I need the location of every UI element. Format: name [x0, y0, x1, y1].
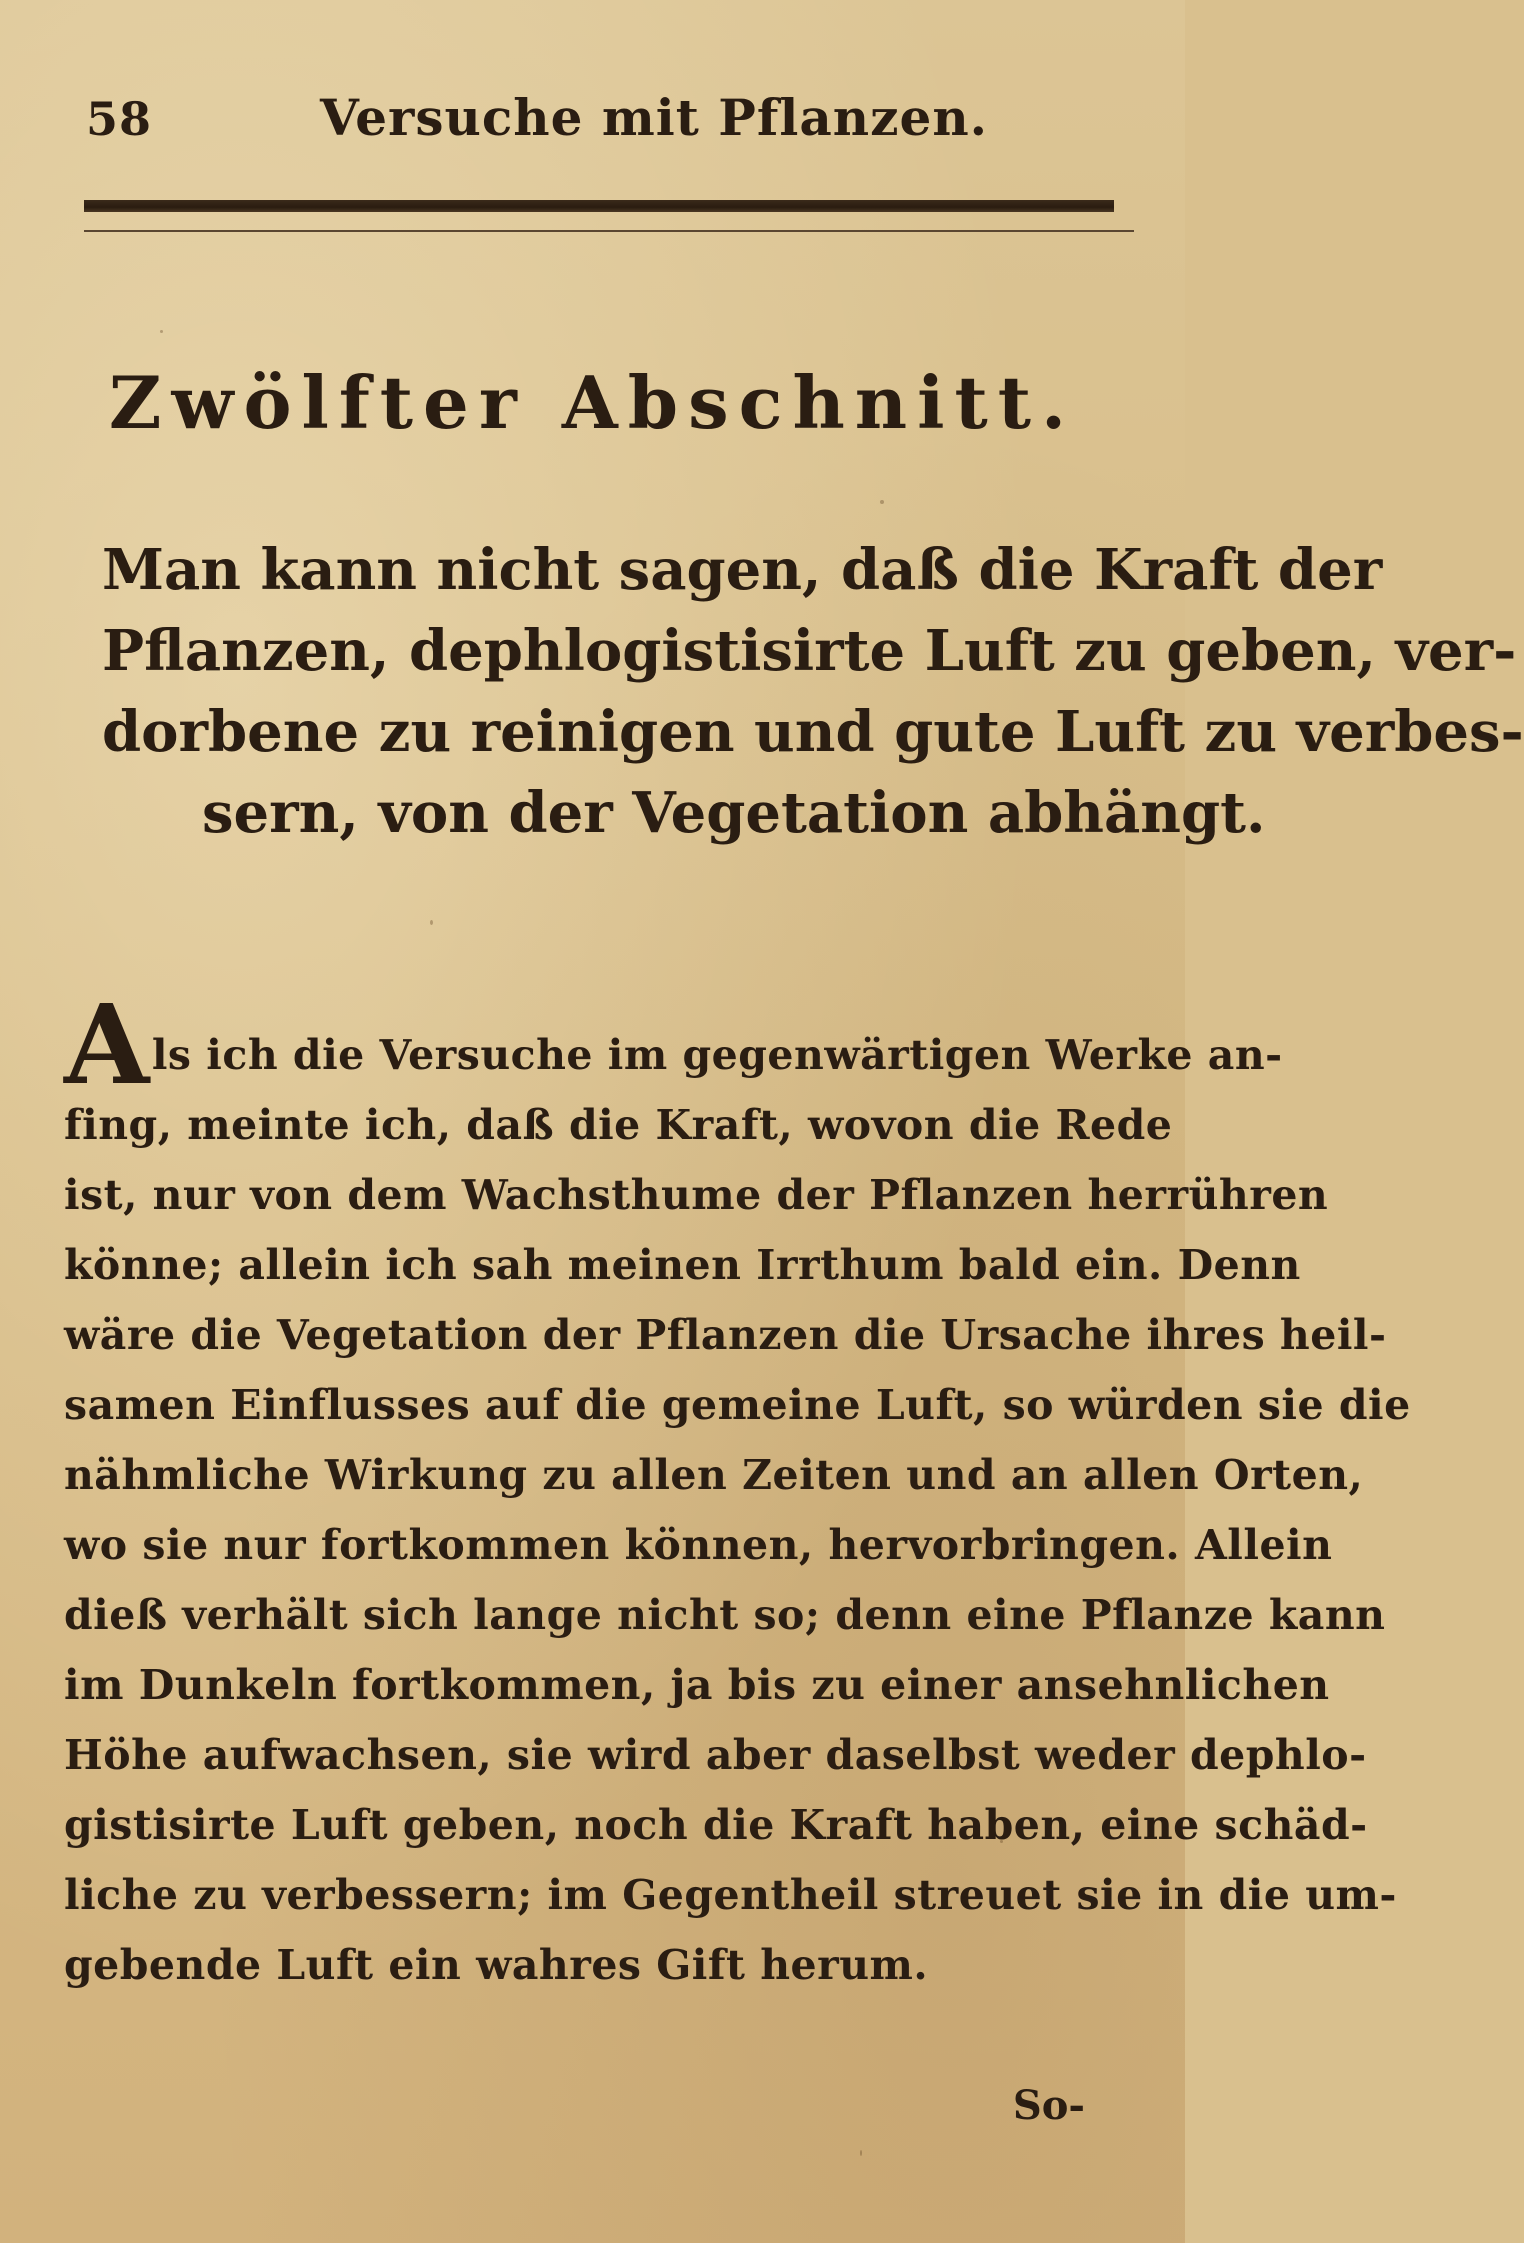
body-line: im Dunkeln fortkommen, ja bis zu einer ansehnlichen [64, 1661, 1330, 1709]
body-line: gebende Luft ein wahres Gift herum. [64, 1941, 929, 1989]
body-line: wo sie nur fortkommen können, hervorbringen. Allein [64, 1521, 1333, 1569]
body-first-line-text: ls ich die Versuche im gegenwärtigen Werke an- [151, 1031, 1283, 1079]
summary-line: Pflanzen, dephlogistisirte Luft zu geben, ver- [102, 618, 1517, 684]
body-line: wäre die Vegetation der Pflanzen die Ursache ihres heil- [64, 1311, 1387, 1359]
summary-line: Man kann nicht sagen, daß die Kraft der [102, 537, 1383, 603]
body-line: dieß verhält sich lange nicht so; denn eine Pflanze kann [64, 1591, 1386, 1639]
body-line: fing, meinte ich, daß die Kraft, wovon die Rede [64, 1101, 1173, 1149]
header-rule-thin [84, 230, 1134, 232]
catchword: So- [1012, 2082, 1085, 2129]
body-paragraph [64, 980, 1411, 2000]
header-rule-thick [84, 200, 1114, 212]
chapter-title: Zwölfter Abschnitt. [108, 360, 1077, 445]
summary-line: sern, von der Vegetation abhängt. [202, 780, 1266, 846]
body-first-line [64, 980, 1283, 1109]
body-line: liche zu verbessern; im Gegentheil streuet sie in die um- [64, 1871, 1397, 1919]
paper-speck [430, 920, 433, 925]
chapter-summary [102, 530, 1524, 854]
paper-speck [860, 2150, 862, 2156]
drop-cap: A [64, 980, 150, 1109]
body-line: nähmliche Wirkung zu allen Zeiten und an allen Orten, [64, 1451, 1364, 1499]
summary-line: dorbene zu reinigen und gute Luft zu verbes- [102, 699, 1524, 765]
body-line: Höhe aufwachsen, sie wird aber daselbst weder dephlo- [64, 1731, 1367, 1779]
body-line: könne; allein ich sah meinen Irrthum bald ein. Denn [64, 1241, 1301, 1289]
body-line: gistisirte Luft geben, noch die Kraft haben, eine schäd- [64, 1801, 1368, 1849]
paper-speck [160, 330, 163, 333]
running-title: Versuche mit Pflanzen. [320, 88, 989, 147]
body-line: ist, nur von dem Wachsthume der Pflanzen herrühren [64, 1171, 1329, 1219]
paper-speck [880, 500, 884, 504]
body-line: samen Einflusses auf die gemeine Luft, so würden sie die [64, 1381, 1411, 1429]
page-number: 58 [86, 92, 153, 146]
